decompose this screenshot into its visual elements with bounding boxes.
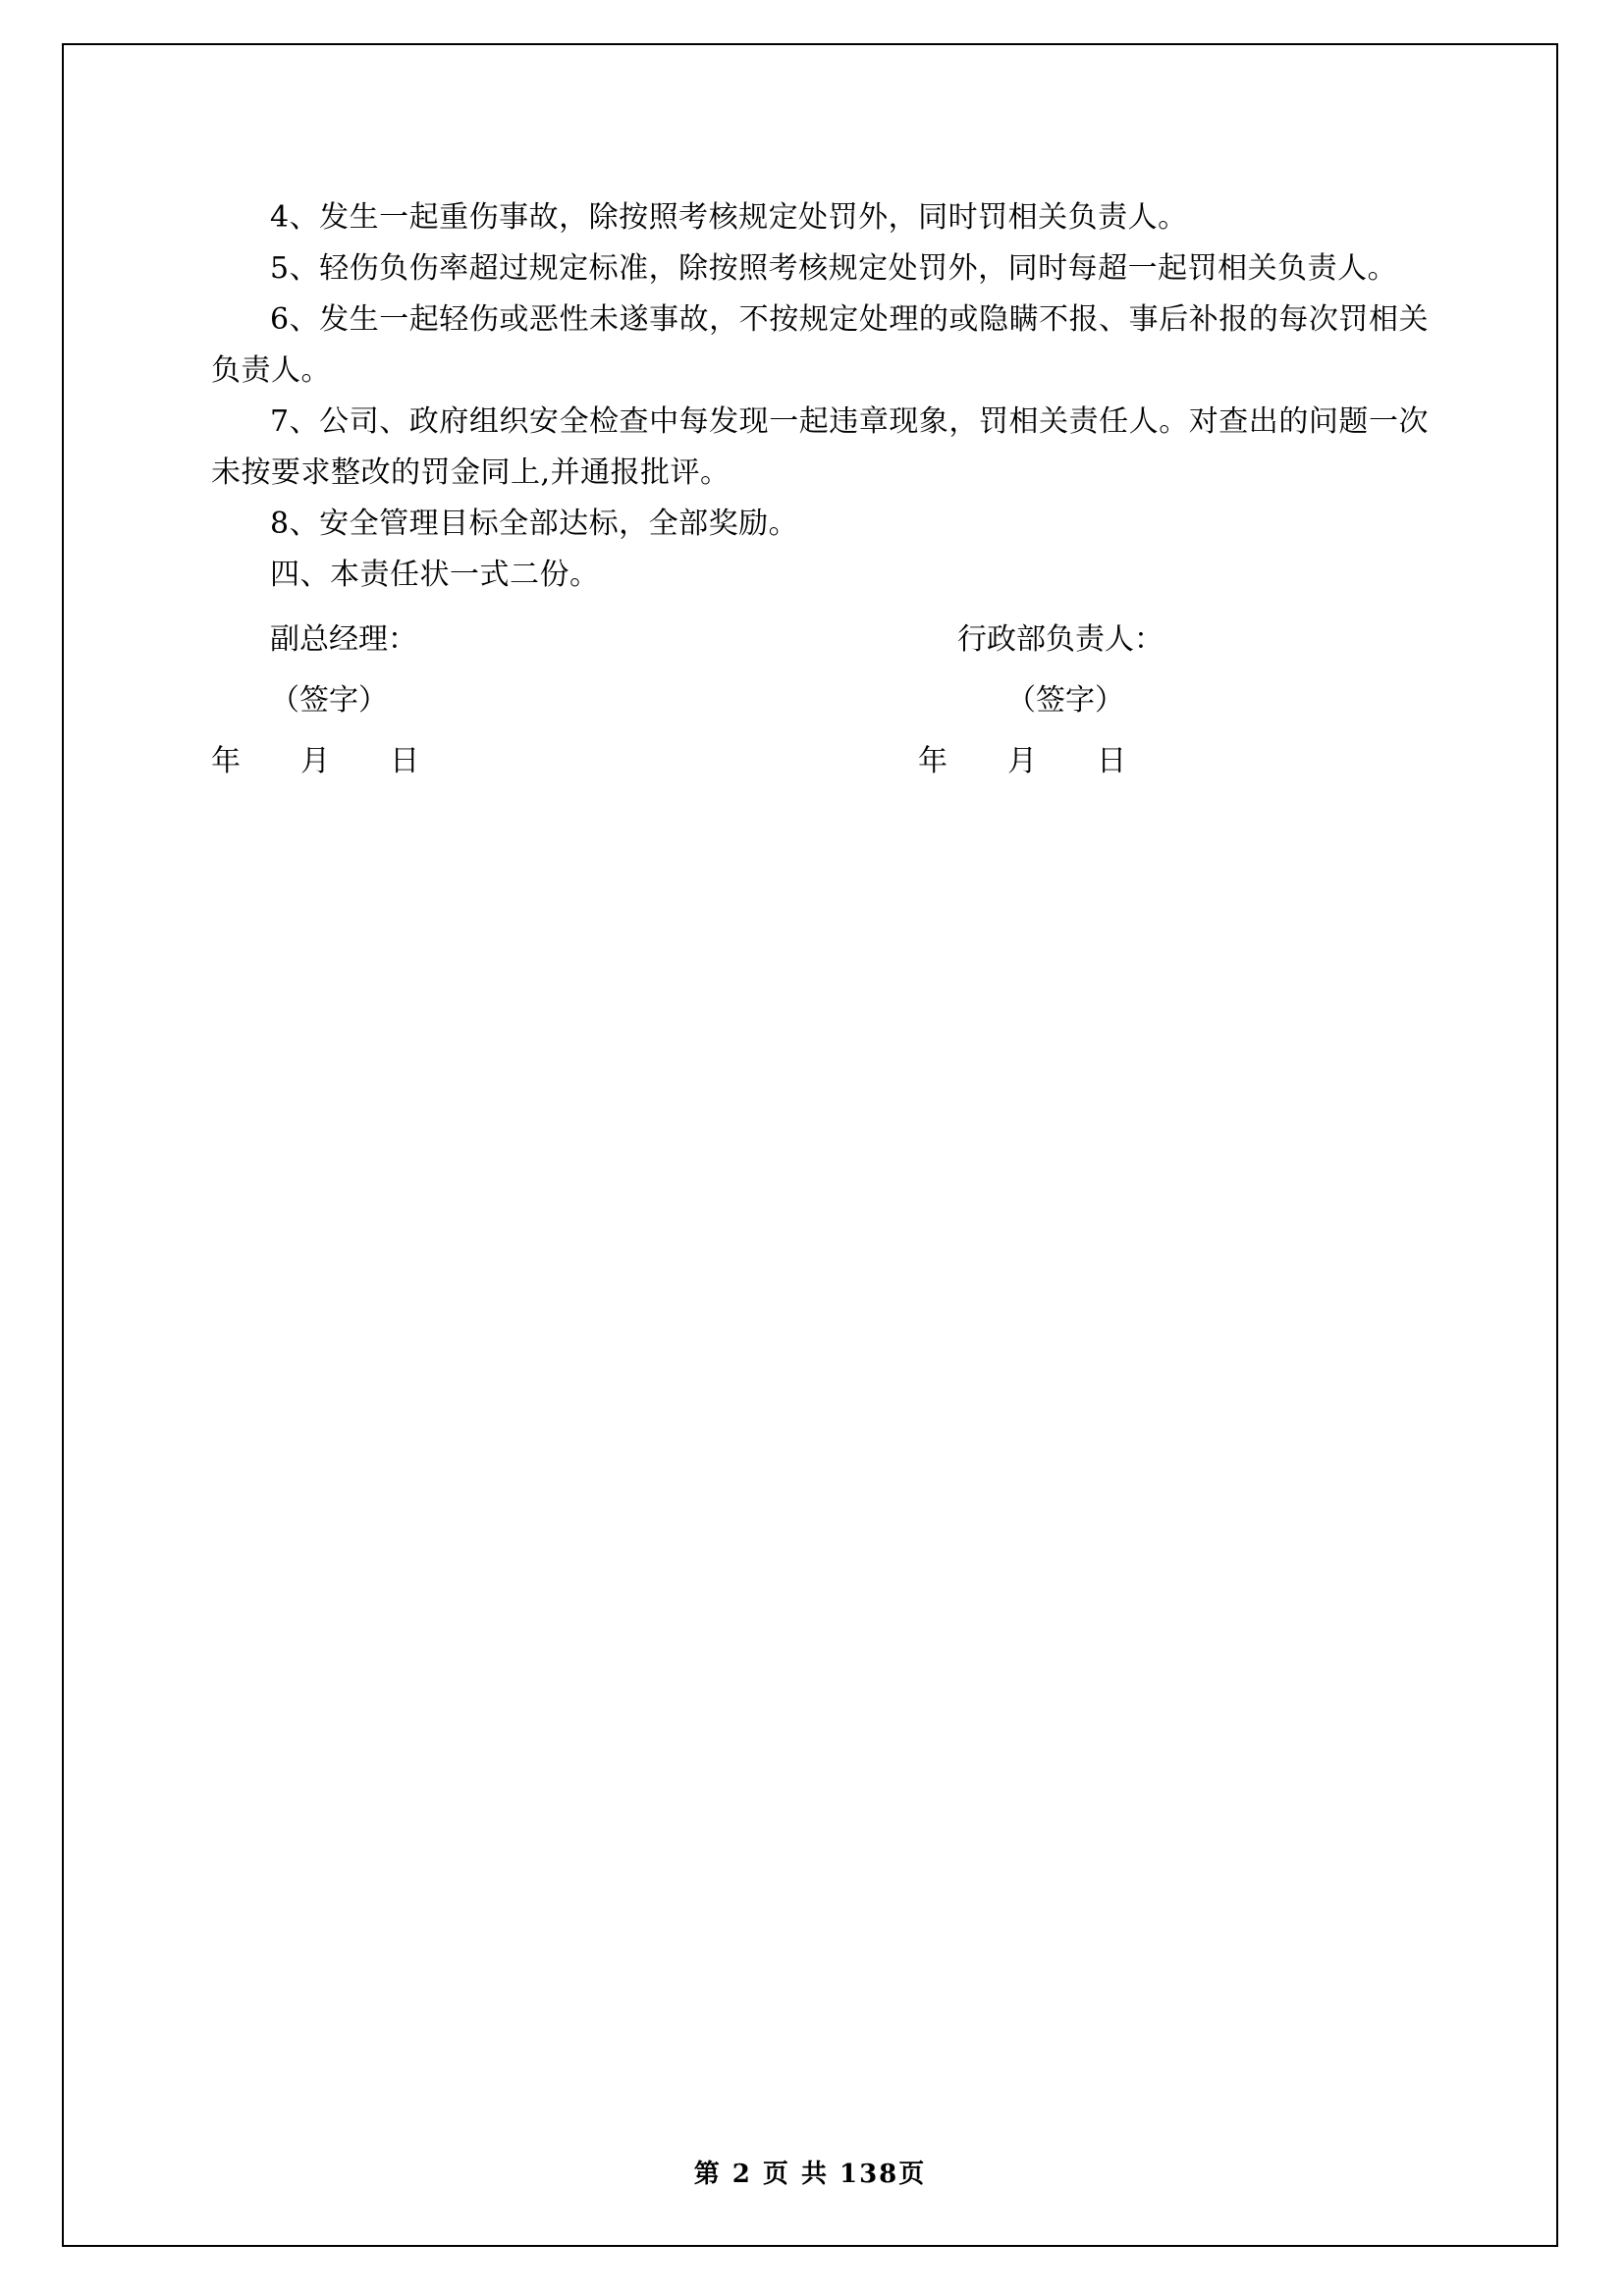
- right-date-line: 年 月 日: [918, 744, 1141, 778]
- paragraph-7: 7、公司、政府组织安全检查中每发现一起违章现象，罚相关责任人。对查出的问题一次未按要求整改的罚金同上,并通报批评。: [211, 404, 1429, 490]
- document-body: [211, 192, 1429, 601]
- admin-department-head-label: 行政部负责人：: [957, 622, 1164, 657]
- vice-general-manager-label: 副总经理：: [270, 622, 417, 657]
- paragraph-8: 8、安全管理目标全部达标，全部奖励。: [270, 507, 799, 541]
- left-date-line: 年 月 日: [211, 744, 434, 778]
- left-signature-note: （签字）: [270, 683, 388, 718]
- paragraph-6: 6、发生一起轻伤或恶性未遂事故，不按规定处理的或隐瞒不报、事后补报的每次罚相关负责人。: [211, 302, 1429, 388]
- signature-title-row: [211, 614, 1429, 675]
- signature-block: [211, 614, 1429, 797]
- paragraph-4: 4、发生一起重伤事故，除按照考核规定处罚外，同时罚相关负责人。: [270, 200, 1188, 235]
- page-number-text: 第 2 页 共 138页: [693, 2160, 927, 2189]
- paragraph-5: 5、轻伤负伤率超过规定标准，除按照考核规定处罚外，同时每超一起罚相关负责人。: [270, 251, 1398, 286]
- page-footer: [64, 2154, 1556, 2190]
- signature-date-row: [211, 736, 1429, 797]
- signature-note-row: [211, 675, 1429, 736]
- paragraph-section-four: 四、本责任状一式二份。: [270, 558, 600, 592]
- right-signature-note: （签字）: [1006, 683, 1124, 718]
- page-border: [62, 43, 1558, 2247]
